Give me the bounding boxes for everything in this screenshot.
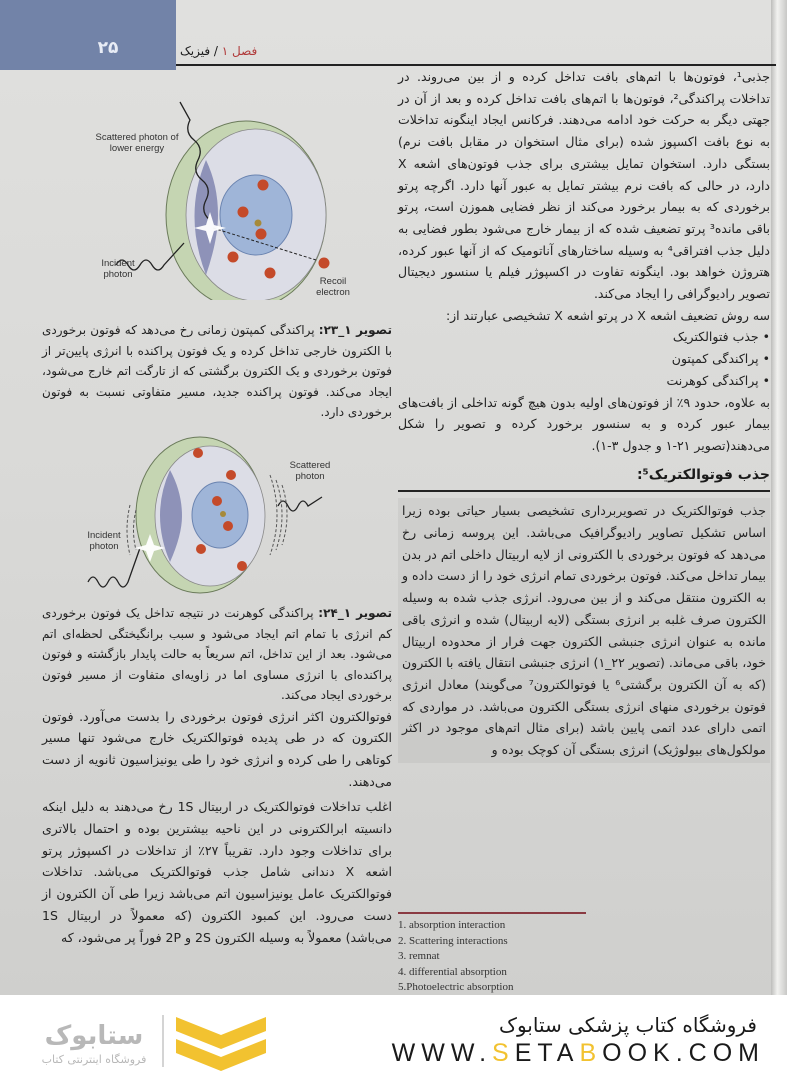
list-item: • پراکندگی کوهرنت — [398, 370, 770, 392]
url-prefix: WWW. — [391, 1039, 493, 1067]
paragraph: اغلب تداخلات فوتوالکتریک در اربیتال 1S رخ می‌دهند به دلیل اینکه دانسیته ابرالکترونی در این ناحیه بیشترین بوده و احتمال بالاتری برای تداخلات وجود دارد. تقریباً ۲۷٪ از تداخلات در اکسپوژر پرتو اشعه X دندانی شامل جذب فوتوالکتریک می‌باشد. تداخلات فوتوالکتریک عامل یونیزاسیون اتم می‌باشد زیرا طی آن الکترون از دست می‌رود. این کمبود الکترون (که معمولاً در اربیتال 1S می‌باشد) معمولاً به وسیله الکترون 2S و 2P فوراً پر می‌شود، که — [42, 799, 393, 945]
footnote: 4. differential absorption — [398, 965, 507, 978]
logo-divider — [162, 1015, 164, 1067]
label-incident-photon: Incident photon — [87, 530, 121, 552]
list-intro: سه روش تضعیف اشعه X در پرتو اشعه X تشخیصی عبارتند از: — [445, 307, 770, 323]
figure-coherent-scattering — [70, 430, 370, 600]
subject-label: فیزیک — [180, 44, 211, 58]
url-highlight: B — [579, 1039, 603, 1067]
footnote: 1. absorption interaction — [398, 919, 506, 931]
page-number-tab — [0, 0, 176, 70]
paragraph: جذبی¹، فوتون‌ها با اتم‌های بافت تداخل کرده و از بین می‌روند. در تداخلات پراکندگی²، فوتون‌ها با اتم‌های بافت تداخل کرده و بعد از آن در جهتی دیگر به حرکت خود ادامه می‌دهند. فرکانس ایجاد اینگونه تداخلات به نوع بافت اکسپوز شده (برای مثال استخوان در مقابل بافت نرم) بستگی دارد. استخوان تمایل بیشتری برای جذب فوتون‌های اشعه X دارد، در حالی که بافت نرم بیشتر تمایل به عبور آنها دارد. اگرچه پرتو برخوردی که به بیمار برخورد می‌کند از نظر فضایی هموزن است، پرتو باقی مانده³ پرتو تضعیف شده که از بیمار خارج می‌شود بطور فضایی به دلیل جذب افتراقی⁴ به وسیله ساختارهای آناتومیک که از آنها عبور کرده، هتروژن خواهد بود. اینگونه تفاوت در اکسپوژر فیلم یا سنسور دیجیتال تصویر رادیوگرافی را ایجاد می‌کند. — [398, 69, 771, 302]
chapter-label: فصل ۱ — [221, 44, 258, 58]
paragraph: فوتوالکترون اکثر انرژی فوتون برخوردی را بدست می‌آورد. فوتون الکترون که در طی پدیده فوتوالکتریک خارج می‌شود تنها مسیر کوتاهی را طی کرده و انرژی خود را طی یونیزاسیون ثانویه از دست می‌دهند. — [42, 708, 392, 789]
label-recoil-electron: Recoil electron — [316, 276, 350, 298]
store-logo-text: ستابوک — [44, 1021, 144, 1051]
label-incident-photon: Incident photon — [101, 258, 135, 280]
footnote: 3. remnat — [398, 950, 440, 962]
footnote-rule — [398, 912, 586, 914]
list-item: • پراکندگی کمپتون — [398, 348, 770, 370]
list-item: • جذب فتوالکتریک — [398, 326, 770, 348]
label-scattered-photon: Scattered photon — [289, 460, 331, 482]
section-heading: جذب فوتوالکتریک⁵: — [398, 457, 770, 493]
paragraph: جذب فوتوالکتریک در تصویربرداری تشخیصی بسیار حیاتی بوده زیرا اساس تشکیل تصاویر رادیوگرافیک می‌باشد. این پروسه زمانی رخ می‌دهد که فوتون برخوردی با الکترونی از لایه اربیتال داخلی اتم در بدن بیمار تداخل می‌کند. فوتون برخوردی تمام انرژی خود را از دست داده و به الکترون منتقل می‌کند و از بین می‌رود. انرژی جذب شده به وسیله الکترون صرف غلبه بر انرژی بستگی (لایه اربیتال) شده و انرژی باقی مانده به عنوان انرژی جنبشی الکترون جهت فرار از محدوده اربیتال خود، باقی می‌ماند. (تصویر ۲۲_۱) انرژی جنبشی انتقال یافته با الکترون (که به آن الکترون برگشتی⁶ یا فوتوالکترون⁷ می‌گویند) معادل انرژی فوتون برخوردی منهای انرژی بستگی الکترون می‌باشد. در مواردی که اتمی دارای عدد اتمی پایین باشد (برای مثال اتم‌های موجود در اکثر مولکول‌های بیولوژیک) انرژی بستگی آن کوچک بوده و — [398, 498, 770, 762]
label-scattered-photon: Scattered photon of lower energy — [95, 132, 179, 154]
caption-text: پراکندگی کمپتون زمانی رخ می‌دهد که فوتون برخوردی با الکترون خارجی تداخل کرده و یک فوتون پراکنده با انرژی پایین‌تر از فوتون برخوردی و یک الکترون برگشتی که از تارگت اتم خارج می‌شود، ایجاد می‌کند. فوتون پراکنده جدید، مسیر متفاوتی نسبت به فوتون برخوردی دارد. — [42, 323, 392, 419]
left-column-lower — [42, 603, 392, 948]
separator: / — [210, 44, 222, 58]
caption-number: تصویر ۱_۲۳: — [318, 323, 392, 337]
page-number: ۲۵ — [97, 38, 119, 58]
caption-text: پراکندگی کوهرنت در نتیجه تداخل یک فوتون برخوردی کم انرژی با تمام اتم ایجاد می‌شود و سبب برانگیختگی لحظه‌ای اتم می‌شود. بعد از این تداخل، اتم سریعاً به حالت پایدار بازگشته و فوتون پراکنده‌ای با انرژی مساوی اما در زاویه‌ای متفاوت از مسیر فوتون برخوردی ایجاد می‌کند. — [42, 606, 392, 702]
footnote: 5.Photoelectric absorption — [398, 981, 514, 993]
store-url[interactable] — [392, 1039, 765, 1068]
running-head — [176, 44, 476, 58]
store-logo-subtitle: فروشگاه اینترنتی کتاب — [41, 1053, 147, 1066]
footnotes — [398, 918, 698, 995]
caption-number: تصویر ۱_۲۴: — [318, 606, 392, 620]
figure-compton-scattering — [88, 80, 388, 300]
figure-caption — [42, 320, 392, 423]
store-banner — [0, 995, 787, 1080]
chevron-logo-icon — [176, 1017, 266, 1071]
figure-caption — [42, 603, 392, 706]
footnote: 2. Scattering interactions — [398, 934, 508, 947]
url-part: ETA — [514, 1039, 580, 1067]
paragraph: به علاوه، حدود ۹٪ از فوتون‌های اولیه بدون هیچ گونه تداخلی از بافت‌های بیمار عبور کرده و به سنسور برخورد کرده و تصویر را شکل می‌دهند(تصویر ۲۱-۱ و جدول ۳-۱). — [398, 394, 770, 453]
atom-diagram-icon — [70, 430, 370, 600]
right-column — [398, 66, 770, 763]
url-suffix: OOK.COM — [602, 1039, 765, 1067]
url-highlight: S — [492, 1039, 515, 1067]
store-title: فروشگاه کتاب پزشکی ستابوک — [499, 1013, 757, 1037]
page-edge — [771, 0, 787, 995]
left-column — [42, 320, 392, 423]
